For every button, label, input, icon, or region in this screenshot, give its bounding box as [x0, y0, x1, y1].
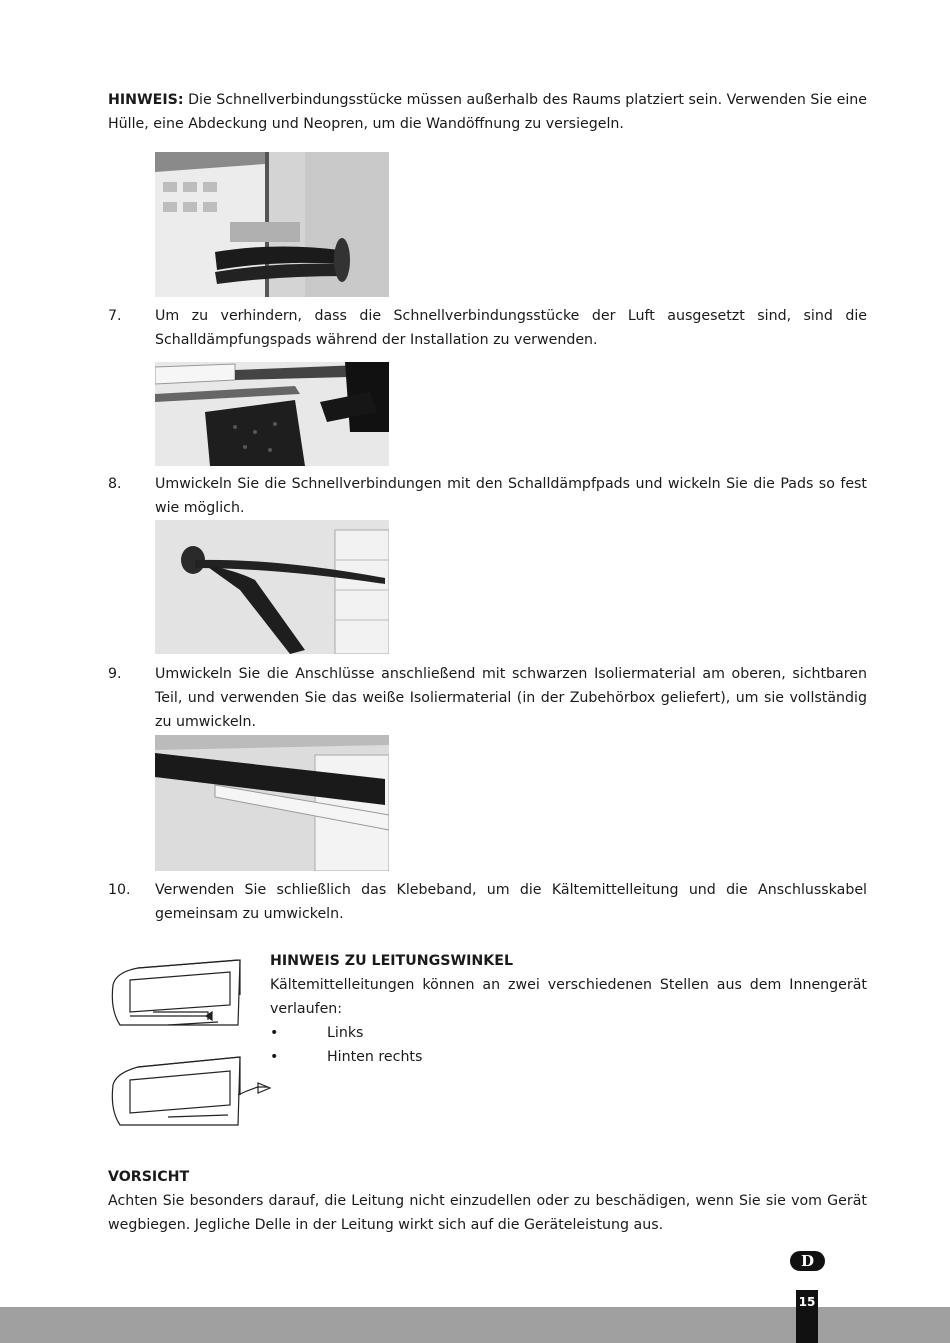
photo-wall-opening: [155, 152, 389, 297]
pipe-angle-text: Kältemittelleitungen können an zwei verschiedenen Stellen aus dem Innengerät verlaufen:: [270, 977, 867, 1017]
hint-paragraph: [108, 88, 867, 136]
photo-sound-pads: [155, 362, 389, 466]
list-item: [270, 1045, 867, 1069]
caution-title: VORSICHT: [108, 1169, 190, 1185]
step-number-7: 7.: [108, 308, 122, 324]
step-number-9: 9.: [108, 666, 122, 682]
bullet: •: [270, 1049, 279, 1065]
step-text-8: Umwickeln Sie die Schnellverbindungen mit den Schalldämpfpads und wickeln Sie die Pads so fest wie möglich.: [155, 476, 867, 516]
caution-section: [108, 1165, 867, 1237]
hint-label: HINWEIS:: [108, 92, 184, 108]
language-badge: D: [790, 1251, 825, 1271]
step-number-10: 10.: [108, 882, 131, 898]
diagram-pipe-rear-right: [108, 1045, 278, 1130]
hint-text: Die Schnellverbindungsstücke müssen außerhalb des Raums platziert sein. Verwenden Sie eine Hülle, eine Abdeckung und Neopren, um die Wandöffnung zu versiegeln.: [108, 92, 867, 132]
step-text-7: Um zu verhindern, dass die Schnellverbindungsstücke der Luft ausgesetzt sind, sind die Schalldämpfungspads während der Installation zu verwenden.: [155, 308, 867, 348]
photo-wrapped-connections: [155, 520, 389, 654]
caution-text: Achten Sie besonders darauf, die Leitung nicht einzudellen oder zu beschädigen, wenn Sie sie vom Gerät wegbiegen. Jegliche Delle in der Leitung wirkt sich auf die Geräteleistung aus.: [108, 1193, 867, 1233]
bullet-text-left: Links: [327, 1025, 364, 1041]
diagram-pipe-left: [108, 950, 278, 1030]
step-text-10: Verwenden Sie schließlich das Klebeband, um die Kältemittelleitung und die Anschlusskabel gemeinsam zu umwickeln.: [155, 882, 867, 922]
list-item: [270, 1021, 867, 1045]
bullet-text-rear-right: Hinten rechts: [327, 1049, 423, 1065]
bullet: •: [270, 1025, 279, 1041]
photo-white-insulation: [155, 735, 389, 871]
step-text-9: Umwickeln Sie die Anschlüsse anschließend mit schwarzen Isoliermaterial am oberen, sichtbaren Teil, und verwenden Sie das weiße Isoliermaterial (in der Zubehörbox geliefert), um sie vollständig zu umwickeln.: [155, 666, 867, 730]
step-number-8: 8.: [108, 476, 122, 492]
pipe-angle-title: HINWEIS ZU LEITUNGSWINKEL: [270, 953, 514, 969]
page-number: 15: [796, 1290, 818, 1343]
pipe-angle-section: [270, 949, 867, 1069]
